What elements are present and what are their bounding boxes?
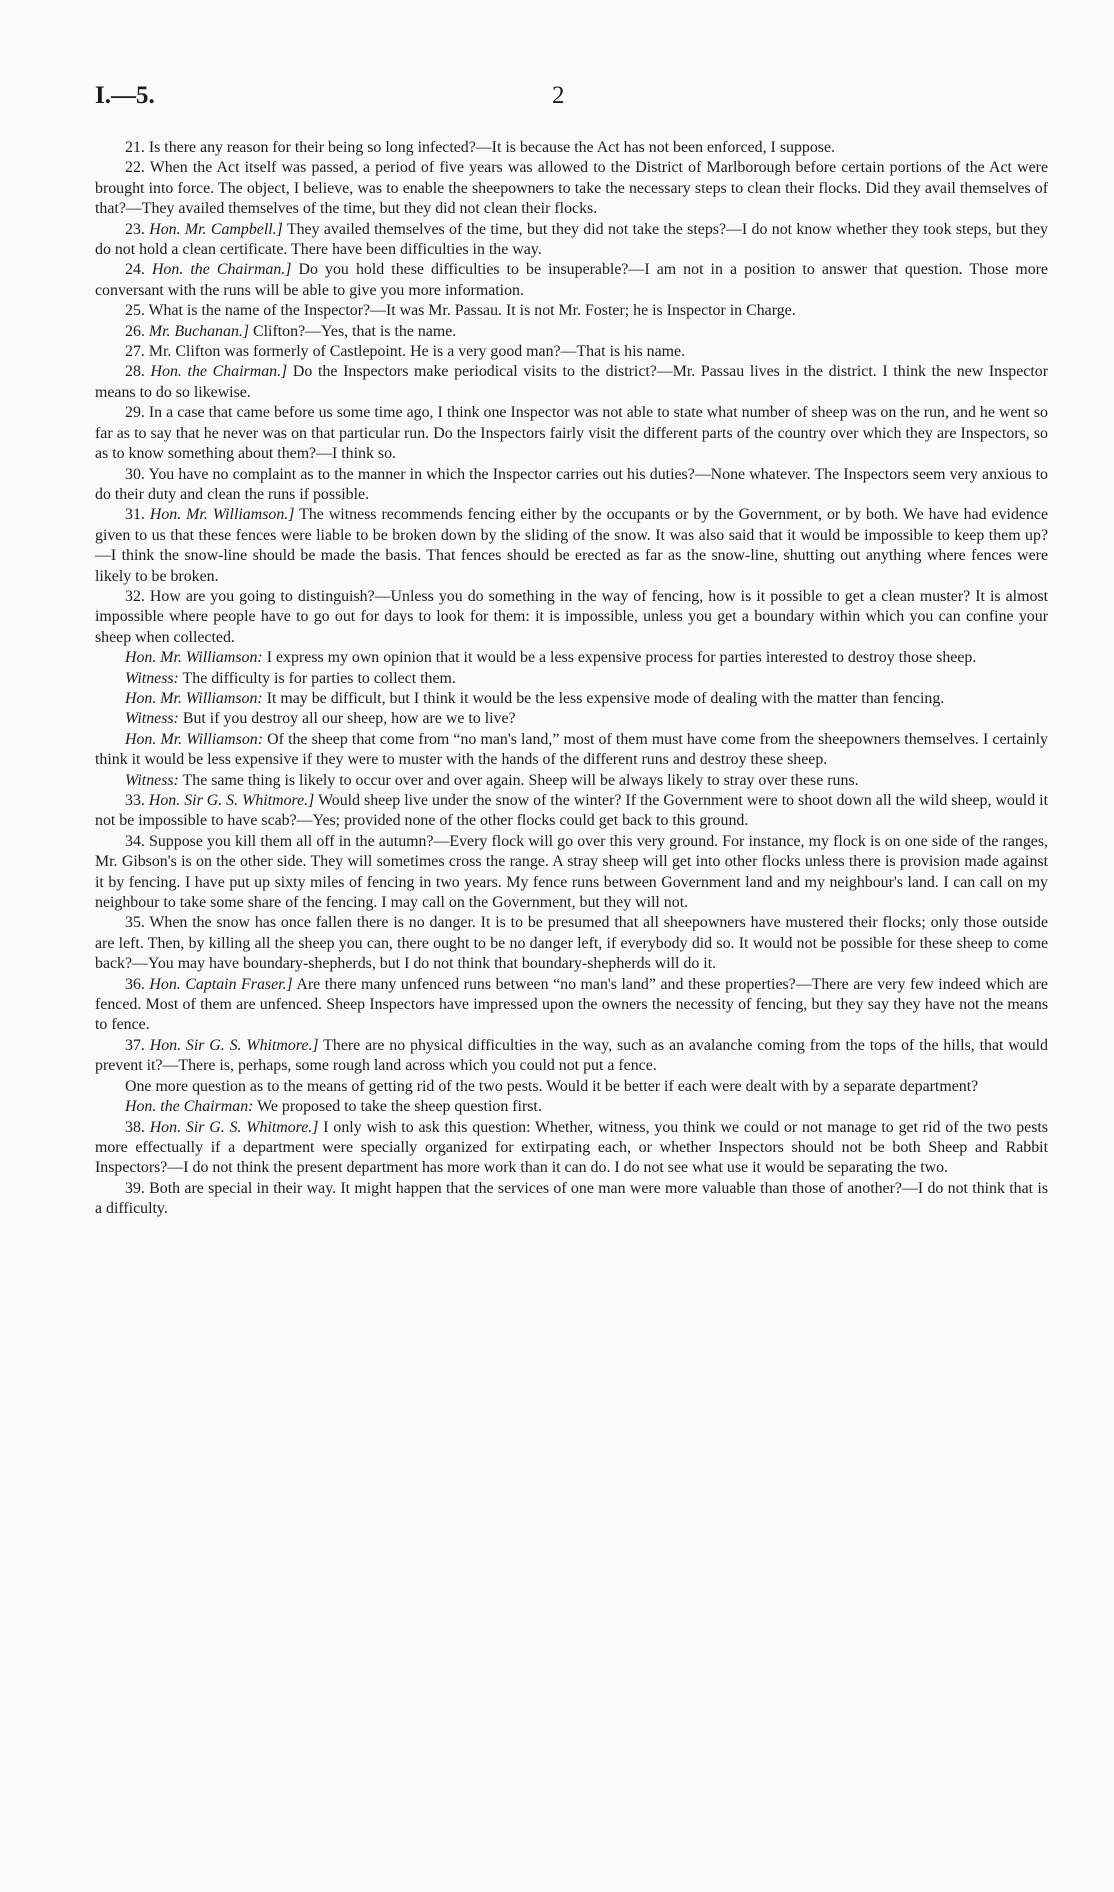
paragraph xyxy=(95,505,1048,587)
paragraph xyxy=(95,1118,1048,1179)
question-number: 28. xyxy=(125,363,145,381)
paragraph-text: Do the Inspectors make periodical visits to the district?—Mr. Passau lives in the district. I think the new Inspector means to do so likewise. xyxy=(95,363,1048,401)
question-number: 36. xyxy=(125,975,145,993)
paragraph-text: 27. Mr. Clifton was formerly of Castlepoint. He is a very good man?—That is his name. xyxy=(125,343,686,361)
paragraph xyxy=(95,220,1048,261)
paragraph-text: 34. Suppose you kill them all off in the autumn?—Every flock will go over this very ground. For instance, my flock is on one side of the ranges, Mr. Gibson's is on the other side. They will sometimes cross the range. A stray sheep will get into other flocks unless there is provision made against it by fencing. I have put up sixty miles of fencing in two years. My fence runs between Government land and my neighbour's land. I can call on my neighbour to take some share of the fencing. I may call on the Government, but they will not. xyxy=(95,832,1048,912)
paragraph xyxy=(95,138,1048,158)
paragraph xyxy=(95,362,1048,403)
paragraph xyxy=(95,730,1048,771)
question-number: 38. xyxy=(125,1118,145,1136)
question-number: 23. xyxy=(125,220,145,238)
speaker-label: Hon. Mr. Williamson: xyxy=(125,730,264,748)
paragraph xyxy=(95,1097,1048,1117)
page-number: 2 xyxy=(552,82,565,109)
paragraph-text: I express my own opinion that it would be a less expensive process for parties interested to destroy those sheep. xyxy=(266,649,977,667)
speaker-label: Hon. the Chairman.] xyxy=(151,261,292,279)
paragraph xyxy=(95,709,1048,729)
paragraph-text: Of the sheep that come from “no man's land,” most of them must have come from the sheepowners themselves. I certainly think it would be less expensive if they were to muster with the hands of the different runs and destroy these sheep. xyxy=(95,730,1048,769)
paragraph xyxy=(95,1077,1048,1097)
paragraph-text: They availed themselves of the time, but they did not take the steps?—I do not know whether they took steps, but they do not hold a clean certificate. There have been difficulties in the way. xyxy=(95,220,1048,259)
question-number: 37. xyxy=(125,1036,145,1054)
question-number: 33. xyxy=(125,792,145,809)
paragraph xyxy=(95,669,1048,689)
paragraph-text: There are no physical difficulties in the way, such as an avalanche coming from the tops of the hills, that would prevent it?—There is, perhaps, some rough land across which you could not put a fence. xyxy=(95,1036,1048,1075)
paragraph xyxy=(95,1036,1048,1077)
paragraph xyxy=(95,158,1048,219)
paragraph-text: Would sheep live under the snow of the winter? If the Government were to shoot down all the wild sheep, would it not be impossible to have scab?—Yes; provided none of the other flocks could get back to this ground. xyxy=(95,792,1048,830)
paragraph-text: But if you destroy all our sheep, how are we to live? xyxy=(182,710,516,728)
paragraph-text: One more question as to the means of getting rid of the two pests. Would it be better if each were dealt with by a separate department? xyxy=(125,1077,979,1095)
document-reference: I.—5. xyxy=(95,82,155,109)
paragraph-text: The witness recommends fencing either by the occupants or by the Government, or by both. We have had evidence given to us that these fences were liable to be broken down by the sliding of the snow. It was also said that it would be impossible to keep them up?—I think the snow-line should be made the basis. That fences should be erected as far as the snow-line, shutting out anything where fences were likely to be broken. xyxy=(95,506,1049,585)
paragraph-text: We proposed to take the sheep question first. xyxy=(257,1098,542,1116)
paragraph xyxy=(95,648,1048,668)
question-number: 26. xyxy=(125,322,145,340)
paragraph xyxy=(95,771,1048,791)
speaker-label: Hon. Captain Fraser.] xyxy=(149,975,293,993)
speaker-label: Hon. Mr. Williamson.] xyxy=(149,506,295,524)
paragraph xyxy=(95,689,1048,709)
speaker-label: Hon. Mr. Williamson: xyxy=(125,649,263,667)
paragraph xyxy=(95,260,1048,301)
paragraph xyxy=(95,1179,1048,1220)
paragraph xyxy=(95,975,1048,1036)
paragraph-text: The same thing is likely to occur over and over again. Sheep will be always likely to stray over these runs. xyxy=(182,771,859,789)
paragraph-text: 30. You have no complaint as to the manner in which the Inspector carries out his duties?—None whatever. The Inspectors seem very anxious to do their duty and clean the runs if possible. xyxy=(95,465,1048,503)
paragraph-text: 22. When the Act itself was passed, a period of five years was allowed to the District of Marlborough before certain portions of the Act were brought into force. The object, I believe, was to enable the sheepowners to take the necessary steps to clean their flocks. Did they avail themselves of that?—They availed themselves of the time, but they did not clean their flocks. xyxy=(95,159,1048,218)
speaker-label: Hon. the Chairman: xyxy=(125,1098,254,1116)
paragraph-text: 35. When the snow has once fallen there is no danger. It is to be presumed that all sheepowners have mustered their flocks; only those outside are left. Then, by killing all the sheep you can, there ought to be no danger left, if everybody did so. It would not be possible for these sheep to come back?—You may have boundary-shepherds, but I do not think that boundary-shepherds will do it. xyxy=(95,914,1048,973)
speaker-label: Hon. Sir G. S. Whitmore.] xyxy=(149,1118,319,1136)
speaker-label: Hon. Sir G. S. Whitmore.] xyxy=(148,792,315,809)
speaker-label: Mr. Buchanan.] xyxy=(148,322,250,340)
speaker-label: Hon. Mr. Campbell.] xyxy=(149,220,283,238)
speaker-label: Witness: xyxy=(125,771,179,789)
paragraph xyxy=(95,322,1048,342)
paragraph-text: The difficulty is for parties to collect them. xyxy=(182,669,456,687)
paragraph xyxy=(95,403,1048,464)
document-body xyxy=(95,138,1048,1220)
paragraph xyxy=(95,342,1048,362)
question-number: 24. xyxy=(125,261,145,279)
paragraph-text: I only wish to ask this question: Whether, witness, you think we could or not manage to get rid of the two pests more effectually if a department were specially organized for extirpating each, or whether Inspectors should not be both Sheep and Rabbit Inspectors?—I do not think the present department has more work than it can do. I do not see what use it would be separating the two. xyxy=(95,1118,1048,1177)
paragraph xyxy=(95,913,1048,974)
paragraph xyxy=(95,465,1048,506)
speaker-label: Witness: xyxy=(125,710,179,728)
page-header xyxy=(95,82,1070,122)
paragraph-text: 32. How are you going to distinguish?—Unless you do something in the way of fencing, how is it possible to get a clean muster? It is almost impossible where people have to go out for days to look for them: it is impossible, unless you get a boundary within which you can confine your sheep when collected. xyxy=(95,587,1048,646)
paragraph-text: 39. Both are special in their way. It might happen that the services of one man were more valuable than those of another?—I do not think that is a difficulty. xyxy=(95,1179,1048,1218)
paragraph-text: 25. What is the name of the Inspector?—It was Mr. Passau. It is not Mr. Foster; he is Inspector in Charge. xyxy=(125,302,796,320)
paragraph-text: Are there many unfenced runs between “no man's land” and these properties?—There are very few indeed which are fenced. Most of them are unfenced. Sheep Inspectors have impressed upon the owners the necessity of fencing, but they say they have not the means to fence. xyxy=(95,975,1048,1034)
speaker-label: Hon. Mr. Williamson: xyxy=(125,689,263,707)
paragraph-text: 29. In a case that came before us some time ago, I think one Inspector was not able to state what number of sheep was on the run, and he went so far as to say that he never was on that particular run. Do the Inspectors fairly visit the different parts of the country over which they are Inspectors, so as to know something about them?—I think so. xyxy=(95,404,1048,463)
paragraph xyxy=(95,301,1048,321)
paragraph-text: 21. Is there any reason for their being so long infected?—It is because the Act has not been enforced, I suppose. xyxy=(125,139,835,156)
speaker-label: Hon. Sir G. S. Whitmore.] xyxy=(149,1036,319,1054)
paragraph xyxy=(95,587,1048,648)
question-number: 31. xyxy=(125,506,145,524)
paragraph xyxy=(95,791,1048,832)
paragraph-text: It may be difficult, but I think it would be the less expensive mode of dealing with the matter than fencing. xyxy=(266,689,945,707)
paragraph-text: Clifton?—Yes, that is the name. xyxy=(253,322,457,340)
paragraph xyxy=(95,832,1048,914)
speaker-label: Hon. the Chairman.] xyxy=(150,363,288,381)
speaker-label: Witness: xyxy=(125,669,179,687)
paragraph-text: Do you hold these difficulties to be insuperable?—I am not in a position to answer that question. Those more conversant with the runs will be able to give you more information. xyxy=(95,261,1048,299)
